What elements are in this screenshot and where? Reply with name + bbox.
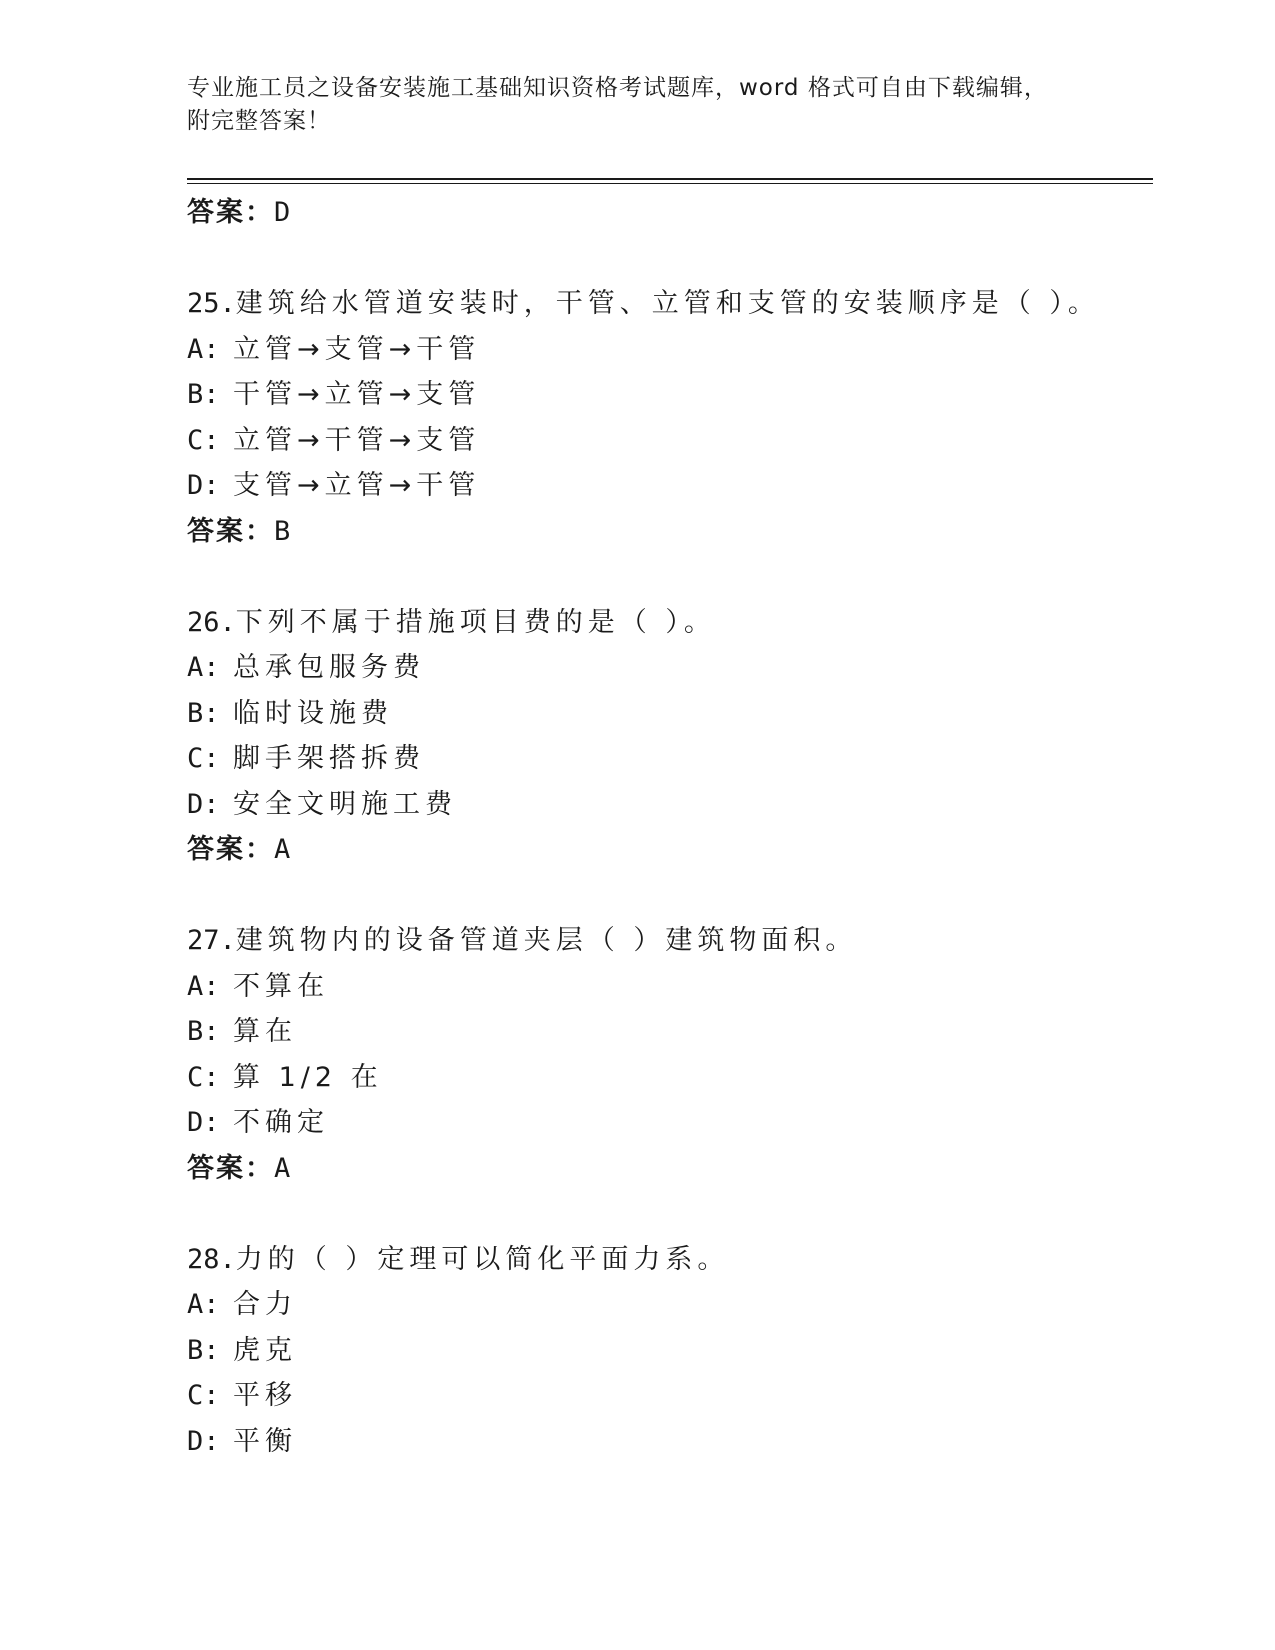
option-item (187, 327, 1153, 373)
option-item (187, 691, 1153, 737)
option-text: 安全文明施工费 (233, 788, 457, 820)
question-text (187, 600, 1153, 646)
spacer (187, 873, 1153, 919)
option-text: 立管→支管→干管 (233, 333, 481, 365)
question-text (187, 281, 1153, 327)
header-divider-thick (187, 178, 1153, 180)
option-item (187, 1009, 1153, 1055)
answer-line (187, 1146, 1153, 1192)
option-item (187, 1419, 1153, 1465)
spacer (187, 1191, 1153, 1237)
option-text: 脚手架搭拆费 (233, 743, 425, 774)
question-list (187, 190, 1153, 1464)
option-text: 干管→立管→支管 (233, 379, 481, 410)
option-text: 总承包服务费 (233, 652, 425, 683)
question-body: 下列不属于措施项目费的是（ ）。 (235, 606, 716, 638)
option-letter: A: (187, 652, 220, 683)
option-item (187, 418, 1153, 464)
option-item (187, 1328, 1153, 1374)
option-letter: C: (187, 1380, 220, 1411)
option-letter: A: (187, 970, 220, 1002)
option-item (187, 463, 1153, 509)
question-body: 力的（ ）定理可以简化平面力系。 (235, 1243, 730, 1275)
option-item (187, 736, 1153, 782)
option-item (187, 1100, 1153, 1146)
option-item (187, 1373, 1153, 1419)
answer-line (187, 827, 1153, 873)
answer-line (187, 509, 1153, 555)
option-text: 算在 (233, 1016, 297, 1047)
header-line-1: 专业施工员之设备安装施工基础知识资格考试题库，word 格式可自由下载编辑， (187, 75, 1048, 101)
header-divider-thin (187, 183, 1153, 184)
question-body: 建筑给水管道安装时，干管、立管和支管的安装顺序是（ ）。 (235, 288, 1100, 319)
option-letter: C: (187, 743, 220, 774)
spacer (187, 554, 1153, 600)
option-item (187, 645, 1153, 691)
option-text: 平衡 (233, 1425, 297, 1457)
option-item (187, 964, 1153, 1010)
question-number: 26. (187, 606, 236, 638)
option-letter: D: (187, 788, 220, 820)
option-letter: B: (187, 1016, 220, 1047)
answer-label: 答案： (187, 515, 274, 547)
answer-label: 答案： (187, 834, 274, 865)
answer-value: A (274, 1152, 293, 1184)
option-letter: C: (187, 424, 220, 456)
option-letter: A: (187, 333, 220, 365)
option-text: 不确定 (233, 1107, 329, 1138)
option-text: 算 1/2 在 (233, 1061, 383, 1093)
answer-label: 答案： (187, 1152, 274, 1184)
option-item (187, 1055, 1153, 1101)
option-letter: B: (187, 1334, 220, 1366)
question-text (187, 1237, 1153, 1283)
spacer (187, 236, 1153, 282)
answer-value: B (274, 515, 293, 547)
question-number: 27. (187, 925, 236, 956)
option-text: 合力 (233, 1289, 297, 1320)
question-body: 建筑物内的设备管道夹层（ ）建筑物面积。 (235, 925, 858, 956)
option-letter: A: (187, 1289, 220, 1320)
option-letter: D: (187, 1425, 220, 1457)
option-text: 支管→立管→干管 (233, 470, 481, 501)
option-text: 立管→干管→支管 (233, 424, 481, 456)
option-letter: D: (187, 470, 220, 501)
question-text (187, 918, 1153, 964)
option-text: 临时设施费 (233, 697, 393, 729)
option-item (187, 1282, 1153, 1328)
option-item (187, 372, 1153, 418)
answer-line (187, 190, 1153, 236)
option-letter: B: (187, 697, 220, 729)
option-letter: B: (187, 379, 220, 410)
answer-label: 答案： (187, 197, 274, 228)
option-letter: D: (187, 1107, 220, 1138)
option-item (187, 782, 1153, 828)
question-number: 28. (187, 1243, 236, 1275)
option-text: 虎克 (233, 1334, 297, 1366)
header-line-2: 附完整答案！ (187, 108, 331, 134)
answer-value: A (274, 834, 293, 865)
answer-value: D (274, 197, 293, 228)
option-letter: C: (187, 1061, 220, 1093)
option-text: 不算在 (233, 970, 329, 1002)
question-number: 25. (187, 288, 236, 319)
option-text: 平移 (233, 1380, 297, 1411)
document-header (187, 72, 1087, 138)
